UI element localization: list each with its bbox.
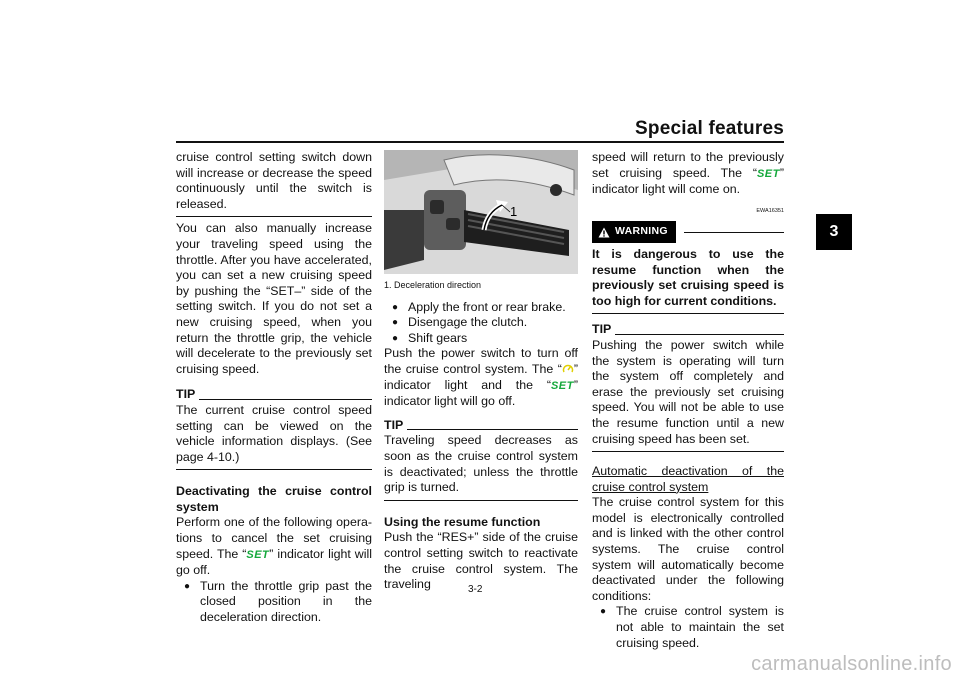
tip-text: The current cruise control speed setting can be viewed on the vehicle information displays. (See page 4-10.) — [176, 402, 372, 464]
paragraph-deactivating: Perform one of the following operations to cancel the set cruising speed. The “SET” indicator light will go off. — [176, 515, 373, 578]
set-indicator-icon: SET — [246, 548, 270, 561]
warning-badge — [592, 221, 676, 243]
tip-text: Traveling speed decreases as soon as the cruise control system is deactivated; unless the throttle grip is turned. — [384, 433, 578, 495]
divider — [592, 451, 784, 452]
handlebar-figure — [384, 150, 578, 274]
set-indicator-icon: SET — [756, 167, 780, 180]
handlebar-grip-illustration — [384, 150, 578, 274]
paragraph-power-switch: Push the power switch to turn off the cruise control system. The “ ” indicator light and the “SET” indicator light will go off. — [384, 346, 578, 409]
paragraph-auto-deactivation: The cruise control system for this model is electronically controlled and is linked with the other control systems. The cruise control system will automatically become deactivated under the following conditions: — [592, 495, 784, 603]
column-3 — [592, 150, 784, 651]
section-heading-deactivating: Deactivating the cruise control system — [176, 484, 372, 514]
page-number: 3-2 — [468, 584, 483, 595]
list-item: ● Turn the throttle grip past the closed position in the deceleration direction. — [176, 579, 372, 626]
figure-callout: 1 — [510, 204, 518, 219]
list-item: ● The cruise control system is not able to maintain the set cruising speed. — [592, 604, 784, 651]
warning-label: WARNING — [615, 225, 668, 238]
divider — [592, 313, 784, 314]
warning-code: EWA16351 — [756, 207, 784, 214]
column-1 — [176, 150, 372, 626]
column-2 — [384, 150, 578, 593]
divider — [176, 469, 372, 470]
set-indicator-icon: SET — [550, 379, 574, 392]
section-heading-auto-deactivation: Automatic deactivation of the cruise control system — [592, 464, 784, 494]
header-rule — [176, 141, 784, 143]
tip-label: TIP — [176, 387, 196, 402]
list-item: ● Shift gears — [384, 331, 578, 347]
divider — [176, 216, 372, 217]
tip-header — [176, 387, 372, 403]
bullet-list — [592, 604, 784, 651]
tip-label: TIP — [592, 322, 612, 337]
paragraph-manual-increase: You can also manually increase your traveling speed using the throttle. After you have accelerated, you can set a new cruising speed by pushing the “SET–” side of the setting switch. If you do not set a new cruising speed, when you return the throttle grip, the vehicle will decelerate to the previously set cruising speed. — [176, 221, 372, 376]
cruise-control-indicator-icon — [562, 363, 574, 374]
chapter-tab: 3 — [816, 214, 852, 250]
paragraph-resume: Push the “RES+” side of the cruise control setting switch to reactivate the cruise control system. The traveling — [384, 530, 578, 592]
warning-header — [592, 221, 784, 243]
tip-text: Pushing the power switch while the system is operating will turn the system off completely and erase the previously set cruising speed. You will not be able to use the resume function until a new cruising speed has been set. — [592, 337, 784, 446]
tip-header — [592, 322, 784, 338]
list-item: ● Disengage the clutch. — [384, 315, 578, 331]
paragraph-setting-switch: cruise control setting switch down will increase or decrease the speed continuously until the switch is released. — [176, 150, 372, 211]
divider — [384, 500, 578, 501]
figure-caption: 1. Deceleration direction — [384, 280, 482, 290]
tip-label: TIP — [384, 417, 404, 432]
page-title: Special features — [635, 118, 784, 139]
paragraph-resume-continued: speed will return to the previously set cruising speed. The “SET” indicator light will come on. — [592, 150, 784, 197]
bullet-list — [176, 579, 372, 626]
list-item: ● Apply the front or rear brake. — [384, 300, 578, 316]
watermark: carmanualsonline.info — [751, 653, 952, 675]
warning-text: It is dangerous to use the resume function when the previously set cruising speed is too high for current conditions. — [592, 246, 784, 308]
section-heading-resume: Using the resume function — [384, 514, 541, 529]
tip-header — [384, 418, 578, 434]
bullet-list — [384, 300, 578, 347]
warning-triangle-icon — [598, 227, 610, 238]
